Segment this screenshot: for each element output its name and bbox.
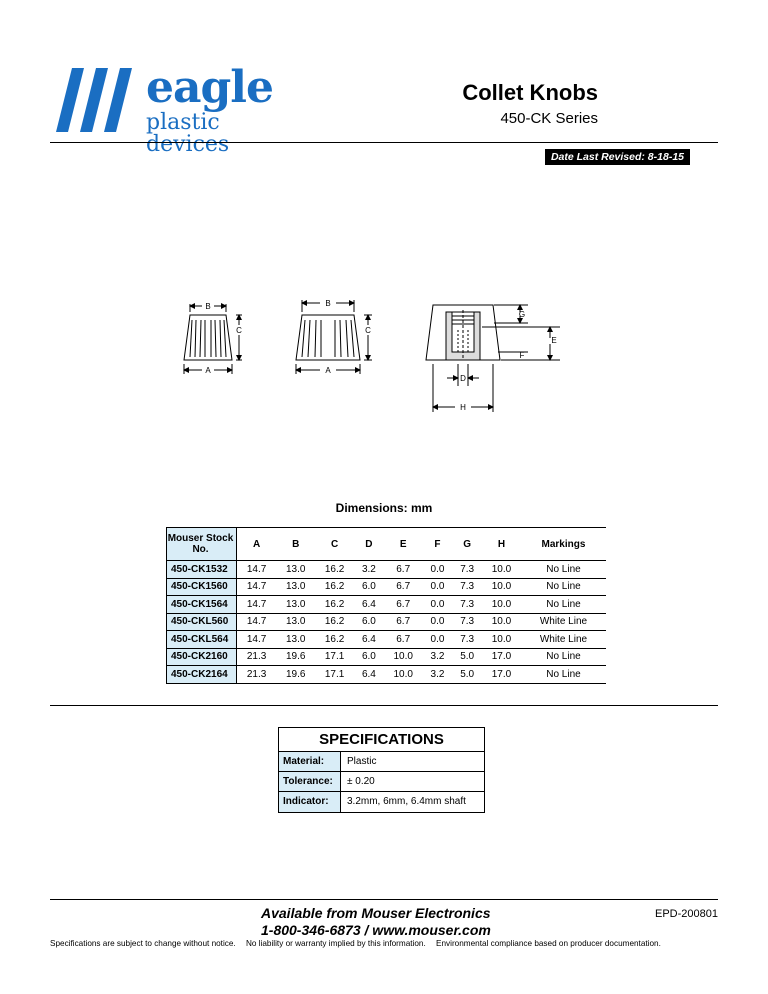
column-header: F (423, 528, 453, 561)
table-cell: 17.0 (482, 666, 521, 684)
table-cell: 3.2 (423, 666, 453, 684)
table-cell: 10.0 (482, 596, 521, 614)
knob-front-view-large (296, 300, 372, 374)
dim-label-a2: A (325, 366, 331, 375)
footer-divider (50, 899, 718, 900)
table-cell: 21.3 (237, 666, 277, 684)
table-cell: 450-CK2160 (167, 648, 237, 666)
table-cell: 10.0 (482, 613, 521, 631)
table-cell: 10.0 (384, 666, 423, 684)
table-cell: 0.0 (423, 613, 453, 631)
table-cell: 13.0 (276, 596, 315, 614)
table-cell: 6.7 (384, 631, 423, 649)
table-cell: 450-CK2164 (167, 666, 237, 684)
table-cell: 16.2 (315, 578, 354, 596)
table-cell: 13.0 (276, 561, 315, 579)
table-cell: 16.2 (315, 631, 354, 649)
available-from-text: Available from Mouser Electronics (261, 905, 491, 921)
table-cell: 13.0 (276, 578, 315, 596)
section-divider (50, 705, 718, 706)
table-cell: 3.2 (423, 648, 453, 666)
dimensions-table (166, 527, 606, 684)
dim-label-e: E (551, 336, 557, 345)
column-header: Mouser Stock No. (167, 528, 237, 561)
table-row (167, 648, 607, 666)
table-cell: 7.3 (452, 613, 482, 631)
table-cell: 21.3 (237, 648, 277, 666)
table-cell: 0.0 (423, 596, 453, 614)
contact-text: 1-800-346-6873 / www.mouser.com (261, 922, 491, 938)
table-cell: 13.0 (276, 613, 315, 631)
logo-stripes-icon (50, 60, 140, 140)
header-divider (50, 142, 718, 143)
table-row (167, 578, 607, 596)
table-cell: 5.0 (452, 666, 482, 684)
table-cell: 450-CK1564 (167, 596, 237, 614)
column-header: D (354, 528, 384, 561)
brand-tagline: plastic devices (146, 110, 230, 157)
page-subtitle: 450-CK Series (500, 110, 598, 127)
brand-logo (50, 60, 290, 157)
dim-label-h: H (460, 403, 466, 412)
spec-value: Plastic (347, 756, 377, 767)
table-cell: 450-CKL560 (167, 613, 237, 631)
column-header: Markings (521, 528, 606, 561)
spec-label: Tolerance: (279, 772, 341, 791)
table-cell: 14.7 (237, 596, 277, 614)
date-revised-badge: Date Last Revised: 8-18-15 (545, 149, 690, 165)
table-cell: 6.0 (354, 578, 384, 596)
table-cell: 14.7 (237, 613, 277, 631)
table-cell: 7.3 (452, 578, 482, 596)
spec-row-material (279, 752, 484, 772)
table-cell: 450-CK1532 (167, 561, 237, 579)
knob-cross-section (426, 305, 560, 412)
table-cell: 0.0 (423, 631, 453, 649)
specifications-box (278, 727, 485, 813)
dim-label-a1: A (205, 366, 211, 375)
brand-name: eagle (146, 62, 273, 113)
table-cell: 5.0 (452, 648, 482, 666)
table-cell: 14.7 (237, 578, 277, 596)
spec-label: Indicator: (279, 792, 341, 812)
table-cell: 0.0 (423, 561, 453, 579)
table-cell: 7.3 (452, 596, 482, 614)
table-cell: 16.2 (315, 613, 354, 631)
table-cell: 14.7 (237, 561, 277, 579)
knob-front-view-small (184, 304, 242, 374)
table-cell: 17.0 (482, 648, 521, 666)
table-cell: 7.3 (452, 631, 482, 649)
dim-label-b1: B (205, 302, 211, 311)
knob-drawing (160, 290, 580, 430)
spec-value: ± 0.20 (347, 776, 375, 787)
table-cell: 0.0 (423, 578, 453, 596)
table-cell: 13.0 (276, 631, 315, 649)
table-row (167, 561, 607, 579)
table-cell: 10.0 (384, 648, 423, 666)
column-header: A (237, 528, 277, 561)
footer-disclaimer (50, 939, 669, 948)
table-cell: 450-CKL564 (167, 631, 237, 649)
disclaimer-text: Environmental compliance based on producer documentation. (436, 939, 661, 948)
column-header: H (482, 528, 521, 561)
dimensions-title: Dimensions: mm (335, 501, 433, 515)
table-cell: 6.0 (354, 648, 384, 666)
table-cell: No Line (521, 666, 606, 684)
spec-value: 3.2mm, 6mm, 6.4mm shaft (347, 796, 466, 807)
table-cell: 6.7 (384, 561, 423, 579)
table-row (167, 666, 607, 684)
spec-label: Material: (279, 752, 341, 771)
table-cell: No Line (521, 578, 606, 596)
table-cell: 6.4 (354, 631, 384, 649)
column-header: E (384, 528, 423, 561)
table-cell: 16.2 (315, 561, 354, 579)
table-row (167, 631, 607, 649)
column-header: C (315, 528, 354, 561)
table-cell: No Line (521, 596, 606, 614)
table-cell: 16.2 (315, 596, 354, 614)
table-cell: 7.3 (452, 561, 482, 579)
table-cell: 6.7 (384, 613, 423, 631)
table-cell: 17.1 (315, 666, 354, 684)
table-cell: 6.7 (384, 578, 423, 596)
table-cell: 450-CK1560 (167, 578, 237, 596)
table-cell: 10.0 (482, 561, 521, 579)
table-cell: 17.1 (315, 648, 354, 666)
table-cell: White Line (521, 631, 606, 649)
table-cell: No Line (521, 648, 606, 666)
table-row (167, 613, 607, 631)
table-row (167, 596, 607, 614)
spec-row-indicator (279, 792, 484, 812)
table-cell: White Line (521, 613, 606, 631)
column-header: B (276, 528, 315, 561)
dim-label-c2: C (365, 326, 371, 335)
table-cell: 14.7 (237, 631, 277, 649)
table-cell: 10.0 (482, 631, 521, 649)
availability-note (261, 905, 491, 939)
spec-row-tolerance (279, 772, 484, 792)
document-id: EPD-200801 (655, 908, 718, 920)
dim-label-g: G (518, 310, 526, 319)
column-header: G (452, 528, 482, 561)
table-cell: 19.6 (276, 648, 315, 666)
specifications-title: SPECIFICATIONS (279, 728, 484, 752)
dim-label-f: F (519, 351, 525, 360)
table-cell: 6.4 (354, 666, 384, 684)
table-cell: 19.6 (276, 666, 315, 684)
page-title: Collet Knobs (462, 80, 598, 105)
table-cell: 6.7 (384, 596, 423, 614)
dim-label-d: D (460, 374, 466, 383)
table-cell: 6.0 (354, 613, 384, 631)
table-cell: No Line (521, 561, 606, 579)
dim-label-c1: C (236, 326, 242, 335)
table-cell: 3.2 (354, 561, 384, 579)
disclaimer-text: Specifications are subject to change without notice. (50, 939, 236, 948)
table-header-row (167, 528, 607, 561)
disclaimer-text: No liability or warranty implied by this information. (245, 939, 426, 948)
table-cell: 6.4 (354, 596, 384, 614)
table-cell: 10.0 (482, 578, 521, 596)
dim-label-b2: B (325, 299, 331, 308)
